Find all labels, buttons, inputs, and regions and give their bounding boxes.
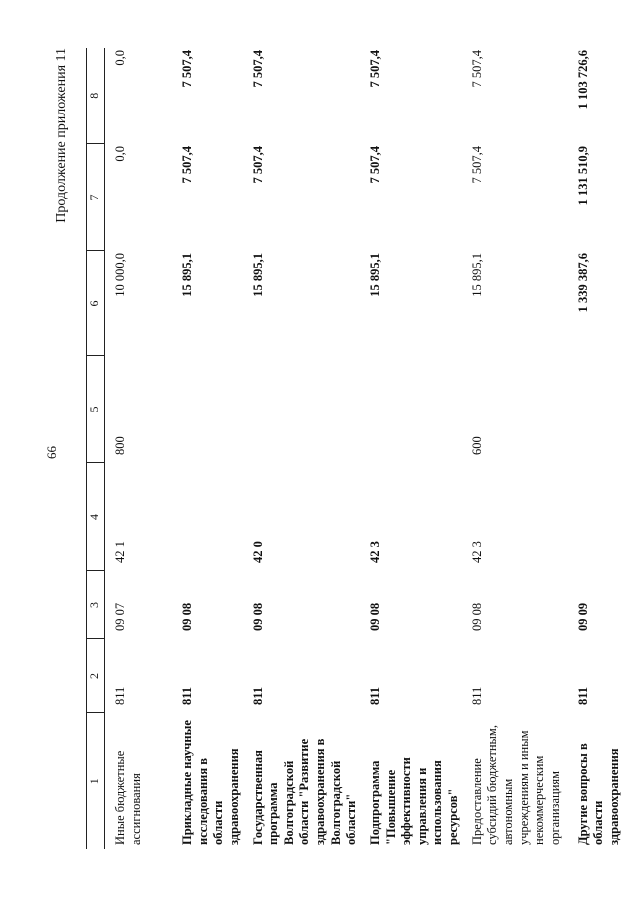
amount-col6: 1 339 387,6 <box>575 253 590 313</box>
table-row <box>172 48 243 849</box>
amount-col6: 15 895,1 <box>180 253 194 297</box>
target-article: 42 3 <box>469 541 484 563</box>
amount-col8: 1 103 726,6 <box>575 50 590 110</box>
column-header: 2 <box>87 639 105 713</box>
section-code: 09 08 <box>469 602 484 631</box>
table-row <box>105 48 173 849</box>
amount-col8: 7 507,4 <box>367 50 382 88</box>
column-header: 3 <box>87 571 105 639</box>
column-header: 8 <box>87 48 105 144</box>
amount-col8: 7 507,4 <box>250 50 265 88</box>
section-code: 09 08 <box>367 602 382 631</box>
budget-table <box>86 48 628 849</box>
expense-type: 600 <box>469 436 484 455</box>
section-code: 09 09 <box>575 602 590 631</box>
amount-col8: 0,0 <box>113 50 127 66</box>
column-header: 7 <box>87 144 105 251</box>
amount-col8: 7 507,4 <box>180 50 194 88</box>
amount-col8: 7 507,4 <box>469 50 484 88</box>
row-name: Иные бюджетные ассигнования <box>113 750 143 845</box>
department-code: 811 <box>113 686 127 705</box>
section-code: 09 08 <box>250 602 265 631</box>
row-name: Подпрограмма "Повышение эффективности управления и использования ресурсов" <box>367 757 460 845</box>
amount-col6: 10 000,0 <box>113 253 127 297</box>
table-row <box>360 48 462 849</box>
column-header: 5 <box>87 356 105 463</box>
section-code: 09 08 <box>180 602 194 631</box>
column-header: 1 <box>87 713 105 849</box>
table-row <box>462 48 568 849</box>
amount-col7: 1 131 510,9 <box>575 146 590 206</box>
target-article: 42 1 <box>113 541 127 563</box>
row-name: Прикладные научные исследования в области здравоохранения <box>180 720 241 845</box>
department-code: 811 <box>180 686 194 705</box>
department-code: 811 <box>367 686 382 705</box>
table-row <box>568 48 628 849</box>
amount-col6: 15 895,1 <box>469 253 484 297</box>
row-name: Предоставление субсидий бюджетным, автономным учреждениям и иным некоммерческим организациям <box>469 725 562 845</box>
expense-type <box>568 356 628 463</box>
expense-type <box>360 356 462 463</box>
amount-col6: 15 895,1 <box>367 253 382 297</box>
expense-type <box>243 356 360 463</box>
expense-type: 800 <box>113 436 127 455</box>
department-code: 811 <box>250 686 265 705</box>
column-header: 6 <box>87 251 105 356</box>
target-article <box>568 463 628 571</box>
department-code: 811 <box>469 686 484 705</box>
section-code: 09 07 <box>113 602 127 631</box>
amount-col7: 7 507,4 <box>180 146 194 184</box>
amount-col7: 0,0 <box>113 146 127 162</box>
page-number: 66 <box>44 446 59 459</box>
amount-col7: 7 507,4 <box>469 146 484 184</box>
row-name: Другие вопросы в области здравоохранения <box>575 743 621 845</box>
row-name: Государственная программа Волгоградской области "Развитие здравоохранения в Волгоградской области" <box>250 738 359 845</box>
column-header: 4 <box>87 463 105 571</box>
table-row <box>243 48 360 849</box>
department-code: 811 <box>575 686 590 705</box>
target-article: 42 3 <box>367 541 382 563</box>
expense-type <box>172 356 243 463</box>
amount-col7: 7 507,4 <box>250 146 265 184</box>
continuation-caption: Продолжение приложения 11 <box>54 48 69 223</box>
target-article: 42 0 <box>250 541 265 563</box>
column-number-row <box>87 48 105 849</box>
target-article <box>172 463 243 571</box>
amount-col7: 7 507,4 <box>367 146 382 184</box>
amount-col6: 15 895,1 <box>250 253 265 297</box>
